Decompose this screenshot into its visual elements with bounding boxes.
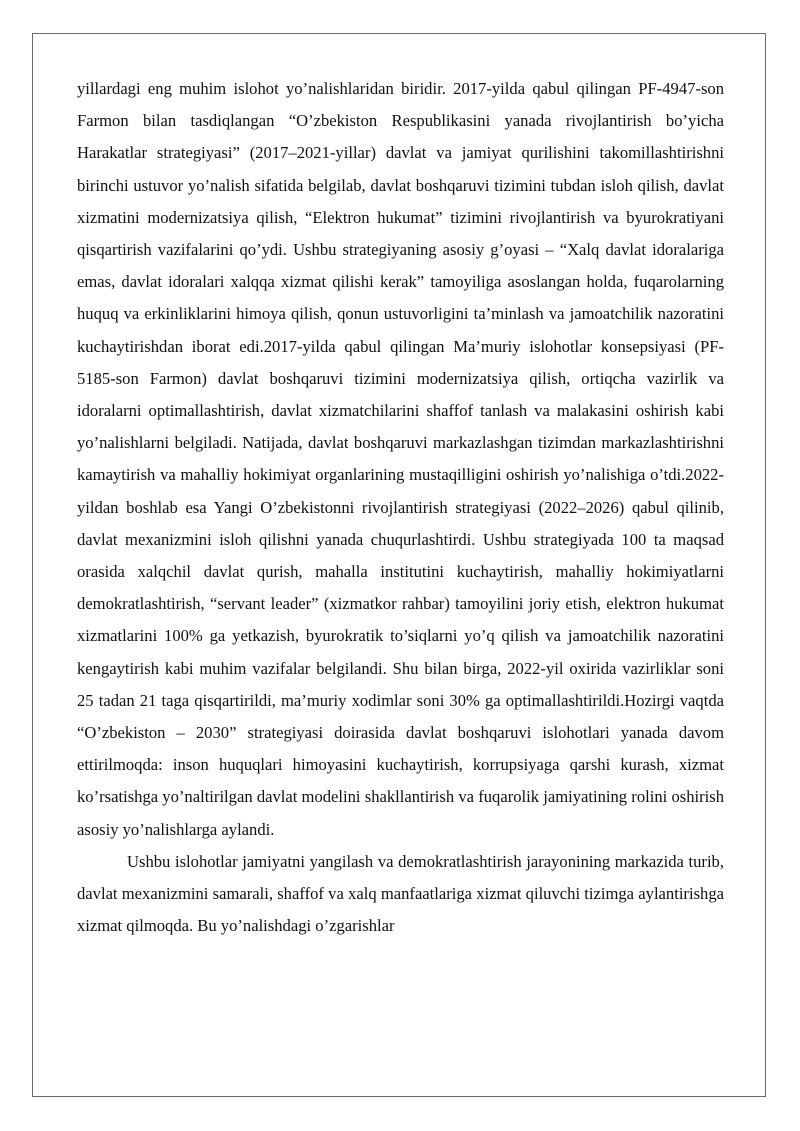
paragraph-1: yillardagi eng muhim islohot yo’nalishlaridan biridir. 2017-yilda qabul qilingan PF-4947-son Farmon bilan tasdiqlangan “O’zbekiston Respublikasini yanada rivojlantirish bo’yicha Harakatlar strategiyasi” (2017–2021-yillar) davlat va jamiyat qurilishini takomillashtirishni birinchi ustuvor yo’nalish sifatida belgilab, davlat boshqaruvi tizimini tubdan isloh qilish, davlat xizmatini modernizatsiya qilish, “Elektron hukumat” tizimini rivojlantirish va byurokratiyani qisqartirish vazifalarini qo’ydi. Ushbu strategiyaning asosiy g’oyasi – “Xalq davlat idoralariga emas, davlat idoralari xalqqa xizmat qilishi kerak” tamoyiliga asoslangan holda, fuqarolarning huquq va erkinliklarini himoya qilish, qonun ustuvorligini ta’minlash va jamoatchilik nazoratini kuchaytirishdan iborat edi.2017-yilda qabul qilingan Ma’muriy islohotlar konsepsiyasi (PF-5185-son Farmon) davlat boshqaruvi tizimini modernizatsiya qilish, ortiqcha vazirlik va idoralarni optimallashtirish, davlat xizmatchilarini shaffof tanlash va malakasini oshirish kabi yo’nalishlarni belgiladi. Natijada, davlat boshqaruvi markazlashgan tizimdan markazlashtirishni kamaytirish va mahalliy hokimiyat organlarining mustaqilligini oshirish yo’nalishiga o’tdi.2022-yildan boshlab esa Yangi O’zbekistonni rivojlantirish strategiyasi (2022–2026) qabul qilinib, davlat mexanizmini isloh qilishni yanada chuqurlashtirdi. Ushbu strategiyada 100 ta maqsad orasida xalqchil davlat qurish, mahalla institutini kuchaytirish, mahalliy hokimiyatlarni demokratlashtirish, “servant leader” (xizmatkor rahbar) tamoyilini joriy etish, elektron hukumat xizmatlarini 100% ga yetkazish, byurokratik to’siqlarni yo’q qilish va jamoatchilik nazoratini kengaytirish kabi muhim vazifalar belgilandi. Shu bilan birga, 2022-yil oxirida vazirliklar soni 25 tadan 21 taga qisqartirildi, ma’muriy xodimlar soni 30% ga optimallashtirildi.Hozirgi vaqtda “O’zbekiston – 2030” strategiyasi doirasida davlat boshqaruvi islohotlari yanada davom ettirilmoqda: inson huquqlari himoyasini kuchaytirish, korrupsiyaga qarshi kurash, xizmat ko’rsatishga yo’naltirilgan davlat modelini shakllantirish va fuqarolik jamiyatining rolini oshirish asosiy yo’nalishlarga aylandi. bbox=[77, 79, 724, 839]
document-body bbox=[77, 73, 724, 942]
paragraph-2: Ushbu islohotlar jamiyatni yangilash va demokratlashtirish jarayonining markazida turib, davlat mexanizmini samarali, shaffof va xalq manfaatlariga xizmat qiluvchi tizimga aylantirishga xizmat qilmoqda. Bu yo’nalishdagi o’zgarishlar bbox=[77, 851, 724, 936]
